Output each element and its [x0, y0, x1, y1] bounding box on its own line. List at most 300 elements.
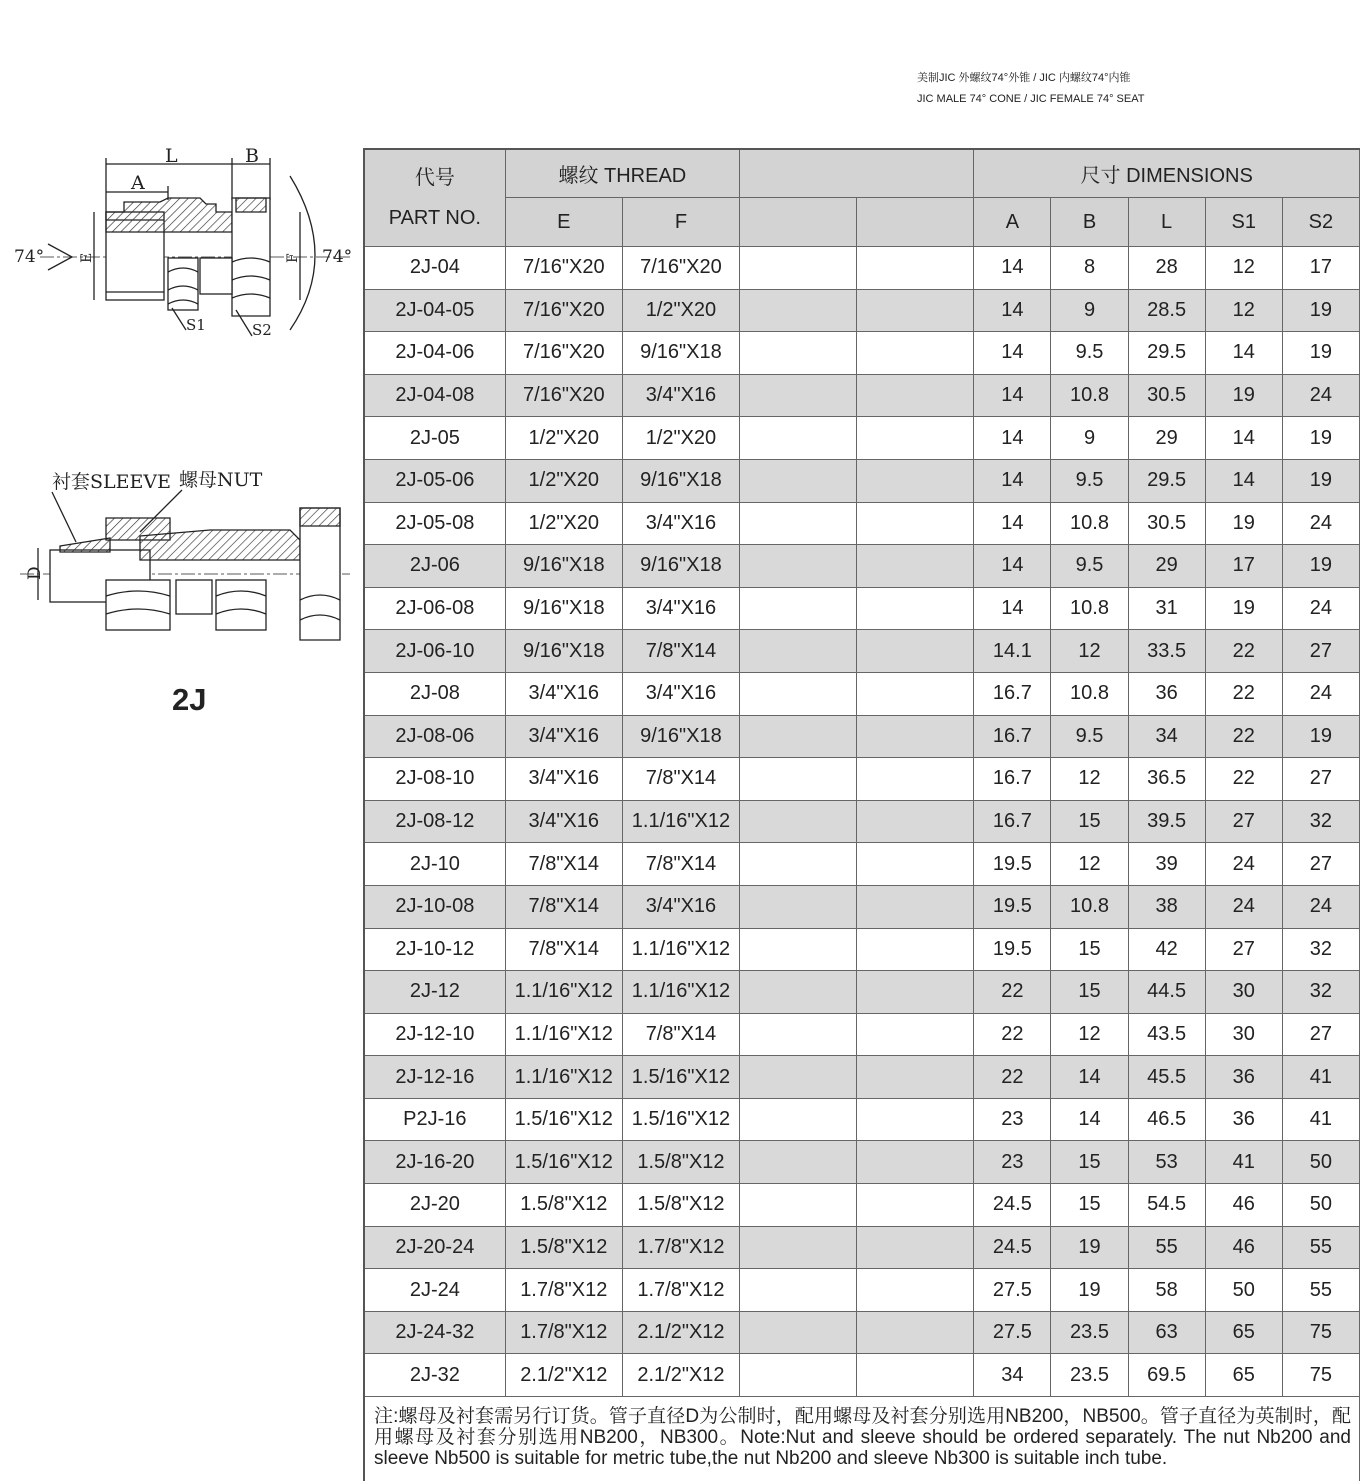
cell-b: 9: [1051, 417, 1128, 460]
cell-a: 22: [974, 1013, 1051, 1056]
cell-blank: [740, 843, 857, 886]
cell-s1: 27: [1205, 800, 1282, 843]
cell-blank: [740, 374, 857, 417]
cell-f: 1.1/16"X12: [622, 800, 739, 843]
cell-part: 2J-05-06: [364, 459, 505, 502]
cell-b: 12: [1051, 630, 1128, 673]
cell-e: 3/4"X16: [505, 672, 622, 715]
cell-s1: 36: [1205, 1056, 1282, 1099]
cell-a: 27.5: [974, 1269, 1051, 1312]
cell-blank: [740, 1226, 857, 1269]
table-row: [364, 928, 1360, 971]
cell-e: 1.1/16"X12: [505, 1013, 622, 1056]
cell-a: 27.5: [974, 1311, 1051, 1354]
cell-blank: [857, 587, 974, 630]
cell-s1: 22: [1205, 630, 1282, 673]
cell-l: 39.5: [1128, 800, 1205, 843]
cell-blank: [857, 289, 974, 332]
cell-s2: 27: [1282, 758, 1359, 801]
cell-blank: [740, 715, 857, 758]
cell-s2: 19: [1282, 545, 1359, 588]
cell-a: 19.5: [974, 885, 1051, 928]
cell-f: 1/2"X20: [622, 417, 739, 460]
cell-e: 7/16"X20: [505, 247, 622, 290]
cell-e: 7/16"X20: [505, 289, 622, 332]
cell-b: 9.5: [1051, 332, 1128, 375]
cell-b: 12: [1051, 843, 1128, 886]
cell-s2: 24: [1282, 374, 1359, 417]
cell-blank: [740, 332, 857, 375]
cell-b: 15: [1051, 971, 1128, 1014]
cell-e: 3/4"X16: [505, 758, 622, 801]
cell-e: 3/4"X16: [505, 715, 622, 758]
cell-e: 1/2"X20: [505, 459, 622, 502]
cell-a: 14: [974, 289, 1051, 332]
header-part-no-cn: 代号: [414, 167, 455, 189]
table-row: [364, 1141, 1360, 1184]
label-sleeve: 衬套SLEEVE: [52, 471, 171, 493]
cell-f: 7/8"X14: [622, 630, 739, 673]
cell-part: 2J-06: [364, 545, 505, 588]
table-row: [364, 1098, 1360, 1141]
cell-s2: 24: [1282, 885, 1359, 928]
cell-s1: 50: [1205, 1269, 1282, 1312]
cell-f: 1/2"X20: [622, 289, 739, 332]
cell-a: 34: [974, 1354, 1051, 1397]
cell-part: 2J-10-12: [364, 928, 505, 971]
cell-e: 7/8"X14: [505, 885, 622, 928]
cell-blank: [740, 672, 857, 715]
table-row: [364, 885, 1360, 928]
cell-l: 43.5: [1128, 1013, 1205, 1056]
cell-s2: 24: [1282, 502, 1359, 545]
cell-e: 2.1/2"X12: [505, 1354, 622, 1397]
cell-b: 12: [1051, 1013, 1128, 1056]
header-S1: S1: [1205, 198, 1282, 247]
cell-part: 2J-32: [364, 1354, 505, 1397]
cell-b: 19: [1051, 1269, 1128, 1312]
cell-blank: [857, 545, 974, 588]
cell-blank: [740, 971, 857, 1014]
cell-l: 46.5: [1128, 1098, 1205, 1141]
table-row: [364, 1354, 1360, 1397]
cell-a: 22: [974, 1056, 1051, 1099]
cell-l: 42: [1128, 928, 1205, 971]
cell-e: 1.5/16"X12: [505, 1098, 622, 1141]
cell-blank: [857, 843, 974, 886]
angle-label-right: 74°: [322, 247, 353, 267]
cell-e: 1.5/8"X12: [505, 1184, 622, 1227]
cell-s2: 32: [1282, 800, 1359, 843]
fitting-side-view: [40, 158, 353, 336]
cell-b: 23.5: [1051, 1311, 1128, 1354]
cell-e: 9/16"X18: [505, 587, 622, 630]
cell-s2: 75: [1282, 1354, 1359, 1397]
table-row: [364, 800, 1360, 843]
cell-s2: 27: [1282, 1013, 1359, 1056]
spec-table-body: [364, 247, 1360, 1397]
cell-a: 14: [974, 247, 1051, 290]
header-blank-2: [857, 198, 974, 247]
cell-f: 9/16"X18: [622, 715, 739, 758]
cell-s1: 14: [1205, 459, 1282, 502]
cell-b: 9.5: [1051, 459, 1128, 502]
cell-f: 3/4"X16: [622, 885, 739, 928]
header-part-no: [364, 149, 505, 247]
cell-part: 2J-10-08: [364, 885, 505, 928]
cell-l: 34: [1128, 715, 1205, 758]
cell-s2: 19: [1282, 289, 1359, 332]
cell-part: 2J-08-06: [364, 715, 505, 758]
cell-blank: [857, 1056, 974, 1099]
table-row: [364, 502, 1360, 545]
cell-l: 69.5: [1128, 1354, 1205, 1397]
cell-s1: 46: [1205, 1226, 1282, 1269]
cell-l: 55: [1128, 1226, 1205, 1269]
cell-s1: 19: [1205, 587, 1282, 630]
cell-blank: [857, 502, 974, 545]
cell-f: 9/16"X18: [622, 332, 739, 375]
cell-a: 16.7: [974, 715, 1051, 758]
dim-label-E: E: [79, 252, 95, 263]
table-row: [364, 1056, 1360, 1099]
cell-s2: 50: [1282, 1141, 1359, 1184]
cell-s2: 55: [1282, 1226, 1359, 1269]
cell-blank: [740, 289, 857, 332]
cell-blank: [740, 1269, 857, 1312]
cell-e: 1.5/16"X12: [505, 1141, 622, 1184]
cell-a: 16.7: [974, 800, 1051, 843]
angle-label-left: 74°: [14, 247, 45, 267]
cell-blank: [857, 971, 974, 1014]
cell-blank: [857, 885, 974, 928]
cell-part: 2J-05-08: [364, 502, 505, 545]
cell-blank: [857, 1269, 974, 1312]
cell-b: 8: [1051, 247, 1128, 290]
cell-e: 7/16"X20: [505, 374, 622, 417]
cell-l: 44.5: [1128, 971, 1205, 1014]
cell-s2: 19: [1282, 332, 1359, 375]
cell-f: 1.5/16"X12: [622, 1098, 739, 1141]
dim-label-S2: S2: [252, 321, 272, 339]
table-row: [364, 715, 1360, 758]
cell-blank: [740, 885, 857, 928]
cell-b: 9.5: [1051, 545, 1128, 588]
table-row: [364, 374, 1360, 417]
label-nut: 螺母NUT: [179, 469, 263, 491]
cell-e: 7/8"X14: [505, 843, 622, 886]
cell-part: 2J-12: [364, 971, 505, 1014]
cell-l: 53: [1128, 1141, 1205, 1184]
dim-label-L: L: [165, 145, 178, 167]
cell-s1: 17: [1205, 545, 1282, 588]
cell-blank: [740, 630, 857, 673]
cell-part: P2J-16: [364, 1098, 505, 1141]
cell-s1: 12: [1205, 247, 1282, 290]
cell-blank: [857, 1226, 974, 1269]
cell-f: 1.5/16"X12: [622, 1056, 739, 1099]
cell-a: 14: [974, 417, 1051, 460]
cell-part: 2J-20: [364, 1184, 505, 1227]
cell-s2: 32: [1282, 928, 1359, 971]
cell-f: 7/8"X14: [622, 843, 739, 886]
cell-e: 1/2"X20: [505, 502, 622, 545]
cell-part: 2J-08-10: [364, 758, 505, 801]
cell-part: 2J-04: [364, 247, 505, 290]
cell-part: 2J-24-32: [364, 1311, 505, 1354]
cell-blank: [740, 928, 857, 971]
cell-e: 7/16"X20: [505, 332, 622, 375]
cell-l: 58: [1128, 1269, 1205, 1312]
cell-a: 14: [974, 332, 1051, 375]
table-row: [364, 247, 1360, 290]
header-B: B: [1051, 198, 1128, 247]
table-row: [364, 971, 1360, 1014]
cell-blank: [740, 587, 857, 630]
cell-part: 2J-06-10: [364, 630, 505, 673]
cell-b: 10.8: [1051, 587, 1128, 630]
cell-blank: [740, 800, 857, 843]
header-E: E: [505, 198, 622, 247]
table-row: [364, 459, 1360, 502]
table-row: [364, 332, 1360, 375]
cell-blank: [857, 630, 974, 673]
cell-blank: [740, 502, 857, 545]
cell-blank: [857, 374, 974, 417]
cell-blank: [857, 332, 974, 375]
model-label: 2J: [172, 682, 207, 717]
cell-part: 2J-10: [364, 843, 505, 886]
cell-a: 16.7: [974, 672, 1051, 715]
cell-s2: 19: [1282, 459, 1359, 502]
cell-s1: 30: [1205, 1013, 1282, 1056]
cell-s2: 55: [1282, 1269, 1359, 1312]
cell-s1: 24: [1205, 885, 1282, 928]
cell-l: 31: [1128, 587, 1205, 630]
cell-s2: 19: [1282, 715, 1359, 758]
cell-blank: [857, 459, 974, 502]
cell-a: 22: [974, 971, 1051, 1014]
cell-a: 19.5: [974, 843, 1051, 886]
cell-l: 33.5: [1128, 630, 1205, 673]
cell-part: 2J-06-08: [364, 587, 505, 630]
cell-part: 2J-08-12: [364, 800, 505, 843]
cell-f: 3/4"X16: [622, 672, 739, 715]
page-header: [917, 68, 1144, 110]
header-S2: S2: [1282, 198, 1359, 247]
cell-b: 10.8: [1051, 672, 1128, 715]
table-row: [364, 758, 1360, 801]
cell-blank: [740, 1184, 857, 1227]
table-row: [364, 1013, 1360, 1056]
cell-l: 38: [1128, 885, 1205, 928]
cell-s1: 22: [1205, 672, 1282, 715]
table-row: [364, 587, 1360, 630]
cell-s2: 27: [1282, 843, 1359, 886]
dim-label-S1: S1: [186, 316, 206, 334]
cell-s1: 24: [1205, 843, 1282, 886]
cell-s1: 14: [1205, 332, 1282, 375]
cell-blank: [740, 1354, 857, 1397]
cell-blank: [857, 1354, 974, 1397]
header-thread: 螺纹 THREAD: [505, 149, 739, 198]
cell-part: 2J-08: [364, 672, 505, 715]
header-blank: [740, 149, 974, 198]
table-row: [364, 545, 1360, 588]
cell-l: 28: [1128, 247, 1205, 290]
cell-a: 14: [974, 587, 1051, 630]
cell-l: 29.5: [1128, 332, 1205, 375]
table-row: [364, 1269, 1360, 1312]
cell-b: 19: [1051, 1226, 1128, 1269]
cell-a: 24.5: [974, 1226, 1051, 1269]
cell-s2: 41: [1282, 1098, 1359, 1141]
cell-b: 14: [1051, 1056, 1128, 1099]
cell-f: 1.7/8"X12: [622, 1226, 739, 1269]
cell-s1: 19: [1205, 374, 1282, 417]
cell-b: 10.8: [1051, 885, 1128, 928]
cell-a: 14: [974, 374, 1051, 417]
cell-s2: 17: [1282, 247, 1359, 290]
cell-blank: [857, 1184, 974, 1227]
cell-b: 9.5: [1051, 715, 1128, 758]
cell-e: 7/8"X14: [505, 928, 622, 971]
cell-f: 3/4"X16: [622, 587, 739, 630]
cell-l: 29.5: [1128, 459, 1205, 502]
cell-blank: [857, 1141, 974, 1184]
cell-f: 1.5/8"X12: [622, 1184, 739, 1227]
cell-l: 45.5: [1128, 1056, 1205, 1099]
cell-b: 10.8: [1051, 374, 1128, 417]
cell-f: 9/16"X18: [622, 545, 739, 588]
dim-label-D: D: [25, 566, 45, 580]
cell-e: 1.1/16"X12: [505, 1056, 622, 1099]
cell-l: 63: [1128, 1311, 1205, 1354]
cell-l: 30.5: [1128, 374, 1205, 417]
cell-s1: 65: [1205, 1354, 1282, 1397]
cell-f: 1.5/8"X12: [622, 1141, 739, 1184]
cell-l: 36: [1128, 672, 1205, 715]
cell-f: 2.1/2"X12: [622, 1354, 739, 1397]
cell-blank: [740, 247, 857, 290]
table-row: [364, 417, 1360, 460]
cell-part: 2J-12-16: [364, 1056, 505, 1099]
cell-e: 1.5/8"X12: [505, 1226, 622, 1269]
cell-l: 36.5: [1128, 758, 1205, 801]
cell-b: 23.5: [1051, 1354, 1128, 1397]
table-row: [364, 1226, 1360, 1269]
cell-e: 1.7/8"X12: [505, 1269, 622, 1312]
cell-f: 3/4"X16: [622, 374, 739, 417]
technical-drawing: [0, 140, 360, 740]
cell-blank: [740, 459, 857, 502]
cell-a: 14: [974, 545, 1051, 588]
cell-part: 2J-20-24: [364, 1226, 505, 1269]
cell-b: 15: [1051, 1141, 1128, 1184]
cell-blank: [857, 715, 974, 758]
dim-label-F: F: [285, 253, 301, 263]
cell-s2: 19: [1282, 417, 1359, 460]
cell-l: 29: [1128, 545, 1205, 588]
header-A: A: [974, 198, 1051, 247]
cell-a: 14.1: [974, 630, 1051, 673]
cell-blank: [857, 417, 974, 460]
cell-s2: 50: [1282, 1184, 1359, 1227]
cell-blank: [740, 758, 857, 801]
cell-b: 15: [1051, 800, 1128, 843]
cell-part: 2J-16-20: [364, 1141, 505, 1184]
cell-a: 24.5: [974, 1184, 1051, 1227]
cell-s1: 41: [1205, 1141, 1282, 1184]
cell-e: 1.1/16"X12: [505, 971, 622, 1014]
cell-part: 2J-04-05: [364, 289, 505, 332]
cell-f: 7/16"X20: [622, 247, 739, 290]
cell-s2: 75: [1282, 1311, 1359, 1354]
cell-l: 28.5: [1128, 289, 1205, 332]
cell-s2: 24: [1282, 587, 1359, 630]
cell-b: 14: [1051, 1098, 1128, 1141]
cell-a: 16.7: [974, 758, 1051, 801]
header-title-cn: 美制JIC 外螺纹74°外锥 / JIC 内螺纹74°内锥: [917, 72, 1131, 84]
cell-e: 1.7/8"X12: [505, 1311, 622, 1354]
cell-b: 12: [1051, 758, 1128, 801]
dim-label-A: A: [131, 172, 145, 194]
cell-s2: 24: [1282, 672, 1359, 715]
cell-e: 3/4"X16: [505, 800, 622, 843]
cell-blank: [857, 758, 974, 801]
cell-blank: [857, 928, 974, 971]
fitting-drawing-svg: [0, 140, 360, 740]
table-row: [364, 1311, 1360, 1354]
spec-table: [363, 148, 1360, 1397]
cell-l: 30.5: [1128, 502, 1205, 545]
cell-part: 2J-04-06: [364, 332, 505, 375]
table-row: [364, 289, 1360, 332]
cell-s1: 14: [1205, 417, 1282, 460]
cell-b: 10.8: [1051, 502, 1128, 545]
cell-blank: [857, 1098, 974, 1141]
cell-blank: [740, 417, 857, 460]
cell-s2: 32: [1282, 971, 1359, 1014]
table-row: [364, 672, 1360, 715]
cell-s1: 12: [1205, 289, 1282, 332]
cell-s1: 19: [1205, 502, 1282, 545]
cell-f: 3/4"X16: [622, 502, 739, 545]
cell-blank: [857, 1311, 974, 1354]
cell-blank: [857, 247, 974, 290]
cell-part: 2J-24: [364, 1269, 505, 1312]
cell-e: 1/2"X20: [505, 417, 622, 460]
cell-f: 7/8"X14: [622, 758, 739, 801]
cell-l: 39: [1128, 843, 1205, 886]
cell-part: 2J-04-08: [364, 374, 505, 417]
cell-f: 1.1/16"X12: [622, 928, 739, 971]
cell-f: 1.1/16"X12: [622, 971, 739, 1014]
cell-part: 2J-05: [364, 417, 505, 460]
cell-blank: [740, 1141, 857, 1184]
footnote: 注:螺母及衬套需另行订货。管子直径D为公制时，配用螺母及衬套分别选用NB200，NB500。管子直径为英制时，配用螺母及衬套分别选用NB200，NB300。Note:Nut and sleeve should be ordered separately. The nut Nb200 and sleeve Nb500 is suitable for metric tube,the nut Nb200 and sleeve Nb300 is suitable inch tube.: [363, 1396, 1360, 1481]
header-title-en: JIC MALE 74° CONE / JIC FEMALE 74° SEAT: [917, 93, 1145, 105]
cell-f: 7/8"X14: [622, 1013, 739, 1056]
cell-s1: 30: [1205, 971, 1282, 1014]
cell-a: 19.5: [974, 928, 1051, 971]
cell-s2: 27: [1282, 630, 1359, 673]
cell-e: 9/16"X18: [505, 545, 622, 588]
header-blank-1: [740, 198, 857, 247]
cell-b: 15: [1051, 928, 1128, 971]
cell-a: 14: [974, 502, 1051, 545]
cell-s1: 22: [1205, 715, 1282, 758]
